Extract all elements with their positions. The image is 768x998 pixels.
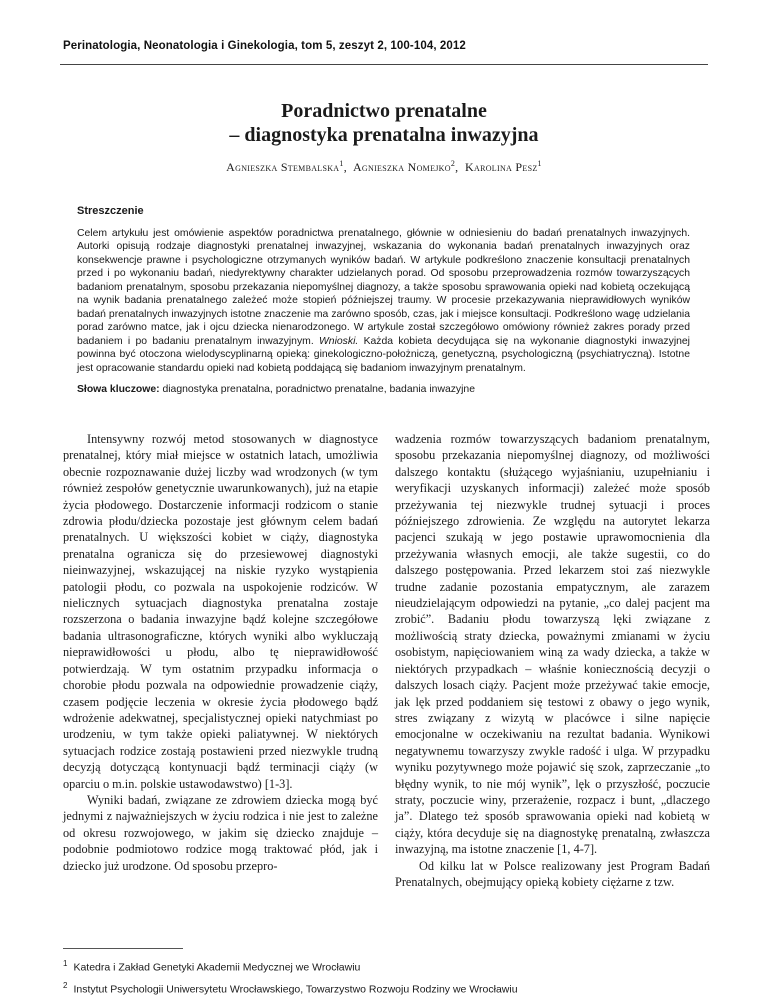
footnote-text: Katedra i Zakład Genetyki Akademii Medycznej we Wrocławiu — [73, 962, 360, 974]
footnote-text: Instytut Psychologii Uniwersytetu Wrocławskiego, Towarzystwo Rozwoju Rodziny we Wrocławiu — [73, 983, 517, 995]
abstract — [77, 205, 690, 397]
keywords-label: Słowa kluczowe: — [77, 384, 160, 395]
abstract-heading: Streszczenie — [77, 205, 690, 219]
keywords — [77, 383, 690, 397]
abstract-body: Celem artykułu jest omówienie aspektów poradnictwa prenatalnego, głównie w odniesieniu do badań prenatalnych inwazyjnych. Autorki opisują rodzaje diagnostyki prenatalnej inwazyjnej, wskazania do wykonania badań prenatalnych inwazyjnych oraz konsekwencje prawne i psychologiczne otrzymanych wyników badań. W artykule podkreślono znaczenie konsultacji prenatalnych przed i po wykonaniu badań, niedyrektywny charakter udzielanych porad. Od sposobu przeprowadzenia rozmów towarzyszących badaniom prenatalnym, sposobu przekazania niepomyślnej diagnozy, a także sposobu sprawowania opieki nad kobietą oczekującą na wynik badania prenatalnego zależeć może stopień późniejszej traumy. W procesie przekazywania nieprawidłowych wyników badań prenatalnych inwazyjnych istotne znaczenie ma zarówno sposób, czas, jak i miejsce konsultacji. Podkreślono wagę udzielania porad zarówno matce, jak i ojcu dziecka nienarodzonego. W artykule został szczegółowo omówiony również zakres porady przed badaniem i po badaniu prenatalnym inwazyjnym. — [77, 228, 690, 347]
abstract-text — [77, 227, 690, 376]
title-line-2: – diagnostyka prenatalna inwazyjna — [0, 123, 768, 147]
author-list: Agnieszka Stembalska$^1$, Agnieszka Nomejko$^2$, Karolina Pesz$^1$ — [0, 159, 768, 175]
footnote-number: 2 — [63, 981, 67, 990]
body-paragraph: Intensywny rozwój metod stosowanych w diagnostyce prenatalnej, który miał miejsce w ostatnich latach, umożliwia obecnie rozpoznawanie dużej liczby wad wrodzonych (w tym również zespołów genetycznie uwarunkowanych), już na etapie życia płodowego. Dostarczenie informacji rodzicom o stanie zdrowia płodu/dziecka pozostaje jest głównym celem badań prenatalnych. U większości kobiet w ciąży, diagnostyka prenatalna ogranicza się do przesiewowej diagnostyki nieinwazyjnej, wskazującej na niskie ryzyko wystąpienia patologii płodu, co pozwala na uspokojenie rodziców. W nielicznych sytuacjach diagnostyka prenatalna zostaje rozszerzona o badania inwazyjne bądź kolejne szczegółowe badania ultrasonograficzne, których wyniki albo wykluczają nieprawidłowości u płodu, albo tę nieprawidłowość potwierdzają. W tym ostatnim przypadku informacja o chorobie płodu pozwala na odpowiednie prowadzenie ciąży, czasem podjęcie leczenia w okresie życia płodowego bądź wdrożenie adekwatnej, specjalistycznej opieki natychmiast po urodzeniu, w tym także opieki paliatywnej. W niektórych sytuacjach rodzice zostają postawieni przed niezwykle trudną decyzją dotyczącą kontynuacji bądź terminacji ciąży (w oparciu o m.in. polskie ustawodawstwo) [1-3]. — [63, 431, 378, 792]
author-affiliation-marker: 2 — [451, 159, 455, 168]
body-paragraph: Wyniki badań, związane ze zdrowiem dziecka mogą być jednymi z najważniejszych w życiu rodzica i nie jest to zależne od okresu rozwojowego, w jakim się dziecko znajduje – podobnie podmiotowo rodzice mogą traktować płód, jak i dziecko już urodzone. Od sposobu przepro- — [63, 792, 378, 874]
author-affiliation-marker: 1 — [339, 159, 343, 168]
body-paragraph: Od kilku lat w Polsce realizowany jest Program Badań Prenatalnych, obejmujący opieką kobiety ciężarne z tzw. — [395, 858, 710, 891]
article-title — [0, 99, 768, 147]
author-name: Agnieszka Stembalska — [226, 160, 339, 174]
body-paragraph: wadzenia rozmów towarzyszących badaniom prenatalnym, sposobu przekazania niepomyślnej diagnozy, od możliwości dalszego kontaktu (służącego wyjaśnianiu, uzupełnianiu i weryfikacji uzyskanych informacji) zależeć może sposób przeżywania tej niezwykle trudnej sytuacji i proces późniejszego zdrowienia. Ze względu na autorytet lekarza pacjenci szukają w jego postawie uprawomocnienia dla przeżywania własnych emocji, ale także sugestii, co do dalszego postępowania. Przed lekarzem stoi zaś niezwykle trudne zadanie pozostania empatycznym, ale zarazem nieudzielającym odpowiedzi na pytanie, „co dalej pacjent ma zrobić”. Badaniu płodu towarzyszą lęki związane z możliwością straty dziecka, poważnymi zmianami w życiu osobistym, napięciowaniem winą za wady dziecka, a także w niektórych przypadkach – właśnie koniecznością decyzji o dalszych losach ciąży. Pacjent może przeżywać takie emocje, jak lęk przed poddaniem się testowi z obawy o jego wynik, stres związany z wizytą w placówce i silne napięcie emocjonalne w oczekiwaniu na rezultat badania. Wynikowi negatywnemu towarzyszy zwykle radość i ulga. W przypadku wyniku pozytywnego może pojawić się szok, zaprzeczanie „to błędny wynik, to nie mój wynik”, lęk o przyszłość, poczucie straty, poczucie winy, przerażenie, rozpacz i bunt, „dlaczego ja”. Dlatego też sposób sprawowania opieki nad kobietą w ciąży, która decyduje się na diagnostykę prenatalną, zwłaszcza inwazyjną, ma istotne znaczenie [1, 4-7]. — [395, 431, 710, 858]
abstract-conclusions: Każda kobieta decydująca się na wykonanie diagnostyki inwazyjnej powinna być otoczona wielodyscyplinarną opieką: ginekologiczno-położniczą, genetyczną, psychologiczną (psychiatryczną). Istotne jest opracowanie standardu opieki nad kobietą poddającą się badaniom inwazyjnym prenatalnym. — [77, 336, 690, 374]
running-head-rule — [60, 64, 708, 65]
running-head: Perinatologia, Neonatologia i Ginekologia, tom 5, zeszyt 2, 100-104, 2012 — [63, 40, 466, 52]
body-column-left — [63, 431, 378, 874]
body-column-right — [395, 431, 710, 890]
footnote — [63, 977, 518, 998]
keywords-list: diagnostyka prenatalna, poradnictwo prenatalne, badania inwazyjne — [162, 384, 475, 395]
author-affiliation-marker: 1 — [538, 159, 542, 168]
footnotes — [63, 955, 518, 998]
footnote — [63, 955, 518, 977]
footnote-rule — [63, 948, 183, 949]
abstract-conclusions-label: Wnioski. — [319, 336, 358, 347]
author-name: Agnieszka Nomejko — [353, 160, 451, 174]
footnote-number: 1 — [63, 959, 67, 968]
title-line-1: Poradnictwo prenatalne — [0, 99, 768, 123]
author-name: Karolina Pesz — [465, 160, 537, 174]
